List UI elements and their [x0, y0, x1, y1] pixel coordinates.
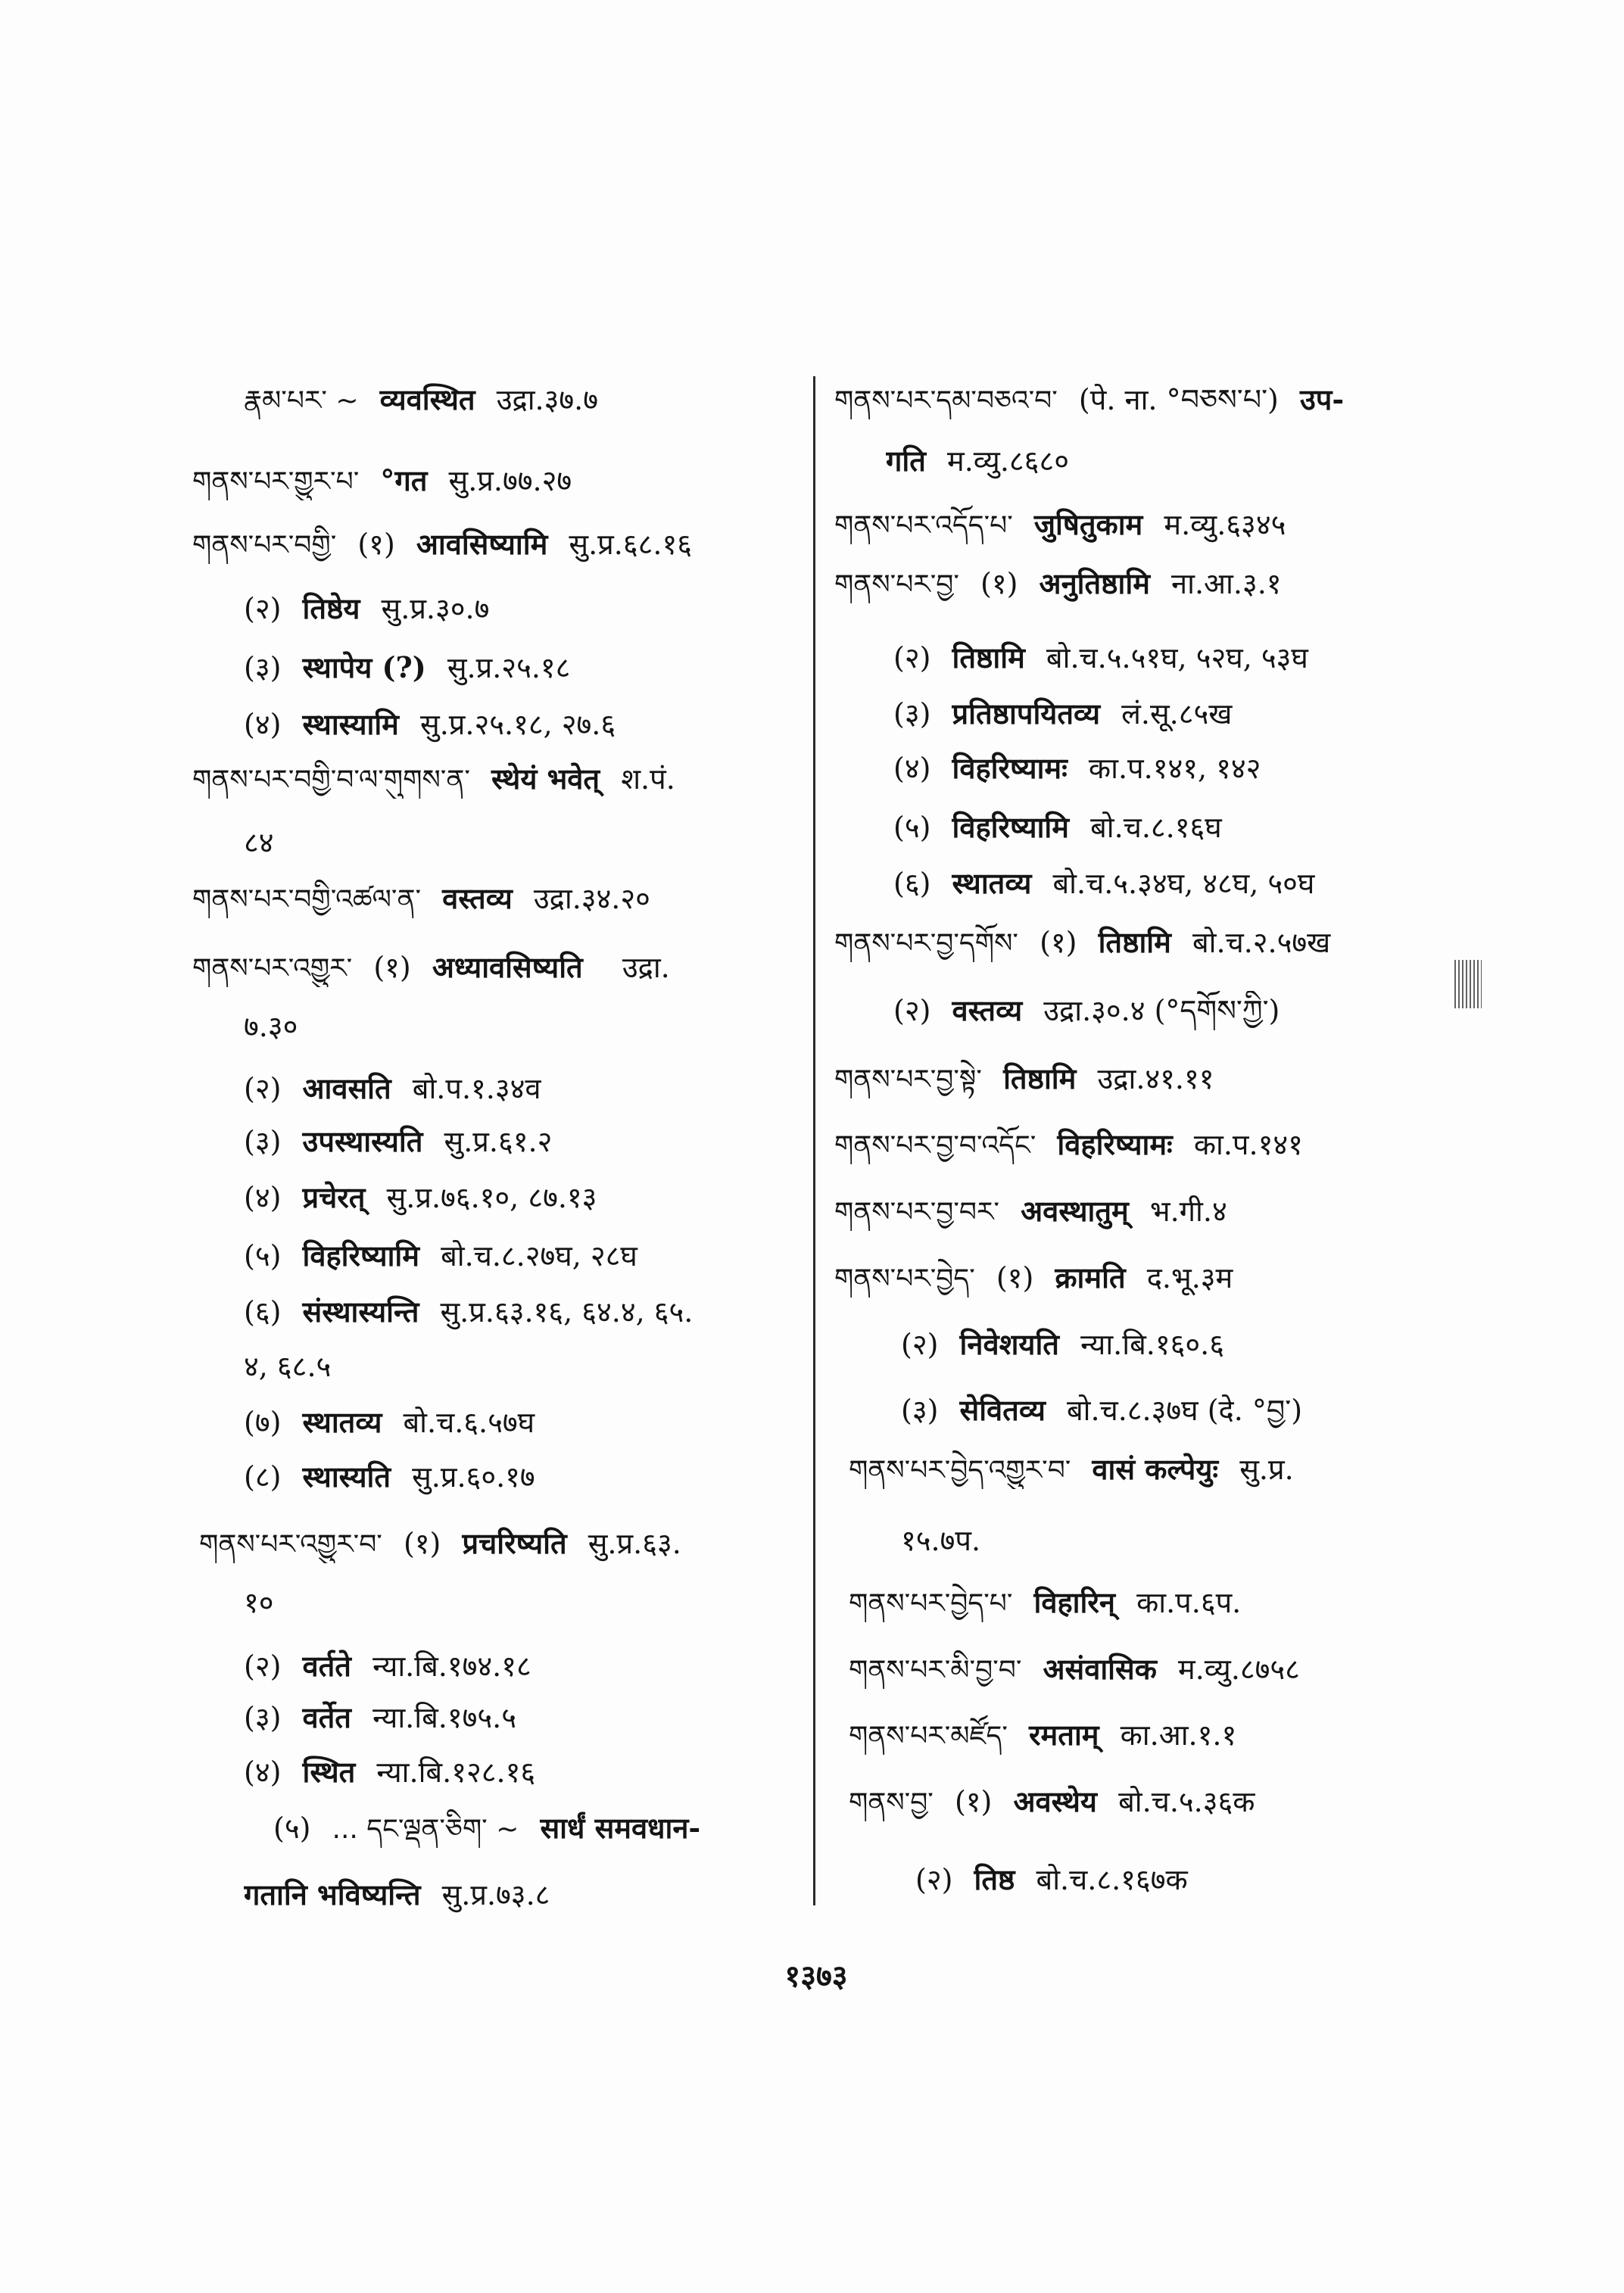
sense-line: [893, 638, 1470, 678]
continuation-line: [886, 441, 1470, 481]
sense-number: (३): [893, 697, 931, 731]
sense-line: [901, 1391, 1470, 1430]
source-reference: उद्रा.४१.११: [1097, 1062, 1214, 1095]
source-reference: बो.च.५.३६क: [1118, 1785, 1255, 1818]
sanskrit-equivalent: अनुतिष्ठामि: [1039, 566, 1150, 600]
entry-line: [834, 1059, 1470, 1098]
sense-line: [893, 749, 1470, 788]
entry-line: [834, 1192, 1470, 1231]
source-reference: उद्रा.३४.२०: [533, 882, 650, 915]
sanskrit-equivalent: निवेशयति: [959, 1327, 1059, 1361]
source-reference: सु.प्र.७७.२७: [448, 464, 572, 497]
sanskrit-equivalent: स्थेयं भवेत्: [491, 762, 600, 796]
sense-number: (६): [893, 867, 931, 900]
continuation-line: [244, 823, 798, 862]
sanskrit-equivalent: स्थापेय (?): [302, 650, 426, 684]
sense-line: [244, 1752, 798, 1792]
entry-line: [192, 759, 798, 799]
tibetan-headword: གནས་པར་བགྱི་འཚལ་ན་: [192, 884, 422, 915]
sanskrit-equivalent: वस्तव्य: [952, 993, 1023, 1027]
tibetan-headword: གནས་པར་བྱ་བར་: [834, 1197, 999, 1228]
source-reference: सु.प्र.२५.१८, २७.६: [420, 708, 616, 741]
source-reference: लं.सू.८५ख: [1121, 697, 1233, 731]
source-reference: सु.प्र.७६.१०, ८७.१३: [386, 1181, 597, 1214]
sanskrit-equivalent: स्थातव्य: [952, 866, 1032, 900]
sense-line: [244, 1178, 798, 1217]
sense-line: [244, 1698, 798, 1737]
sense-number: (२): [244, 1072, 282, 1105]
source-reference: सु.प्र.६३.: [588, 1527, 681, 1560]
sanskrit-equivalent: संस्थास्यन्ति: [302, 1294, 419, 1329]
sanskrit-equivalent: गति: [886, 444, 926, 478]
sense-number: (२): [915, 1863, 953, 1896]
entry-line: [192, 525, 798, 564]
source-reference: बो.च.८.१६७क: [1036, 1863, 1188, 1896]
sanskrit-equivalent: विहरिष्यामः: [952, 751, 1068, 785]
sanskrit-equivalent: आवसति: [302, 1071, 391, 1105]
sense-line: [244, 1122, 798, 1161]
sense-number: (६): [244, 1295, 282, 1329]
sense-line: [244, 1403, 798, 1442]
entry-line: [192, 461, 798, 500]
sanskrit-equivalent: तिष्ठामि: [1003, 1061, 1077, 1095]
sense-number: (७): [244, 1406, 282, 1439]
source-reference: ना.आ.३.१: [1171, 567, 1282, 600]
tibetan-headword: གནས་པར་འགྱུར་: [192, 953, 353, 984]
variant-note: (पे. ना. °བཅས་པ་): [1078, 383, 1279, 416]
sense-number: (४): [893, 752, 931, 785]
source-reference: न्या.बि.१६०.६: [1080, 1328, 1224, 1361]
source-reference: भ.गी.४: [1149, 1195, 1227, 1228]
sense-number: (१): [403, 1527, 441, 1560]
sanskrit-equivalent: विहरिष्यामि: [952, 810, 1069, 844]
sense-number: (३): [901, 1394, 939, 1427]
source-reference: ४, ६८.५: [244, 1350, 332, 1383]
source-reference: न्या.बि.१२८.१६: [376, 1756, 536, 1789]
sanskrit-equivalent: वर्तते: [302, 1649, 351, 1683]
sanskrit-equivalent: स्थास्यामि: [302, 707, 399, 741]
sense-number: (२): [893, 641, 931, 675]
sense-number: (१): [996, 1261, 1034, 1294]
sense-number: (५): [244, 1239, 282, 1273]
sense-line: [244, 648, 798, 687]
sense-line: [244, 705, 798, 744]
tibetan-headword: གནས་པར་བྱ་: [834, 569, 959, 600]
sanskrit-equivalent: स्थातव्य: [302, 1405, 382, 1439]
sense-line: [901, 1325, 1470, 1364]
entry-line: [849, 1450, 1470, 1489]
sense-line: [893, 991, 1470, 1030]
source-reference: ८४: [244, 826, 274, 859]
sanskrit-equivalent: °गत: [380, 463, 428, 497]
source-reference: का.प.१४१: [1193, 1128, 1303, 1161]
source-reference: उद्रा.३०.४: [1043, 994, 1146, 1027]
entry-line: [244, 380, 798, 419]
source-reference: बो.च.८.३७घ: [1066, 1394, 1199, 1427]
sense-number: (२): [901, 1328, 939, 1361]
tibetan-headword: གནས་པར་བྱེད་: [834, 1263, 975, 1294]
sense-number: (३): [244, 1701, 282, 1734]
sense-number: (५): [273, 1812, 311, 1845]
tibetan-headword: གནས་བྱ་: [849, 1787, 934, 1818]
sense-number: (१): [980, 567, 1018, 600]
source-reference: सु.प्र.: [1239, 1453, 1294, 1486]
tibetan-headword: གནས་པར་འདོད་པ་: [834, 510, 1013, 541]
sense-number: (१): [1040, 926, 1077, 959]
sense-line: [244, 1457, 798, 1497]
source-reference: म.व्यु.६३४५: [1164, 508, 1286, 541]
variant-note: (दे. °བྱ་): [1207, 1394, 1303, 1427]
sanskrit-equivalent: उपस्थास्यति: [302, 1124, 423, 1158]
source-reference: म.व्यु.८७५८: [1177, 1653, 1300, 1686]
sense-number: (३): [244, 651, 282, 684]
source-reference: १०: [244, 1586, 274, 1619]
page-number: १३७३: [784, 1958, 848, 1994]
source-reference: बो.च.८.२७घ, २८घ: [441, 1239, 637, 1273]
tibetan-headword: གནས་པར་མི་བྱ་བ་: [849, 1655, 1022, 1686]
source-reference: सु.प्र.३०.७: [381, 592, 490, 625]
sanskrit-equivalent: तिष्ठामि: [1098, 925, 1171, 959]
continuation-line: [244, 1875, 798, 1914]
tibetan-headword: གནས་པར་འགྱུར་བ་: [199, 1529, 382, 1560]
tibetan-headword: གནས་པར་དམ་བཅའ་བ་: [834, 385, 1058, 416]
continuation-line: [244, 1007, 798, 1046]
source-reference: न्या.बि.१७४.१८: [372, 1650, 531, 1683]
tibetan-headword: རྣམ་པར་ ~: [244, 385, 359, 416]
sanskrit-equivalent: वर्तेत: [302, 1700, 351, 1734]
sanskrit-equivalent: तिष्ठामि: [952, 640, 1025, 675]
sanskrit-equivalent: अवस्थेय: [1013, 1784, 1097, 1818]
sanskrit-equivalent: गतानि भविष्यन्ति: [244, 1877, 421, 1911]
tibetan-headword: གནས་པར་བྱེད་པ་: [849, 1588, 1013, 1619]
source-reference: का.प.१४१, १४२: [1088, 752, 1261, 785]
source-reference: उद्रा.: [622, 951, 670, 984]
source-reference: म.व्यु.८६८०: [947, 444, 1069, 478]
continuation-line: [244, 1347, 798, 1386]
source-reference: बो.च.८.१६घ: [1090, 811, 1222, 844]
sanskrit-equivalent: वासं कल्पेयुः: [1092, 1452, 1219, 1486]
entry-line: [834, 564, 1470, 603]
source-reference: श.पं.: [621, 762, 675, 796]
source-reference: न्या.बि.१७५.५: [372, 1701, 516, 1734]
sense-line: [893, 864, 1470, 903]
tibetan-headword: གནས་པར་བགྱི་: [192, 530, 337, 561]
sense-number: (४): [244, 1181, 282, 1214]
sense-line: [244, 1292, 798, 1332]
continuation-line: [244, 1583, 798, 1622]
source-reference: का.आ.१.१: [1120, 1718, 1237, 1752]
entry-line: [192, 879, 798, 918]
entry-line: [849, 1650, 1470, 1689]
tibetan-headword: གནས་པར་བྱེད་འགྱུར་བ་: [849, 1455, 1071, 1486]
source-reference: बो.प.१.३४व: [412, 1072, 541, 1105]
sanskrit-equivalent: असंवासिक: [1043, 1652, 1157, 1686]
sanskrit-equivalent: व्यवस्थित: [379, 382, 475, 416]
tibetan-headword: གནས་པར་བྱ་དགོས་: [834, 928, 1018, 959]
source-reference: सु.प्र.७३.८: [441, 1878, 550, 1911]
source-reference: बो.च.२.५७ख: [1192, 926, 1331, 959]
tibetan-phrase: ... དང་ལྡན་ཅིག་ ~: [332, 1814, 519, 1845]
sanskrit-equivalent: अवस्थातुम्: [1021, 1194, 1129, 1228]
sanskrit-equivalent: सेवितव्य: [959, 1393, 1046, 1427]
sanskrit-equivalent: रमताम्: [1029, 1718, 1099, 1752]
continuation-line: [901, 1521, 1470, 1560]
sense-line: [244, 1236, 798, 1276]
source-reference: सु.प्र.२५.१८: [447, 651, 571, 684]
sense-number: (२): [244, 1650, 282, 1683]
entry-line: [849, 1583, 1470, 1622]
sanskrit-equivalent: क्रामति: [1055, 1260, 1126, 1294]
sense-number: (२): [244, 592, 282, 625]
sense-number: (१): [373, 951, 411, 984]
source-reference: उद्रा.३७.७: [496, 383, 598, 416]
source-reference: १५.७प.: [901, 1524, 981, 1557]
variant-note: (°དགོས་ཀྱི་): [1154, 994, 1280, 1027]
entry-line: [834, 923, 1470, 962]
entry-line: [834, 505, 1470, 544]
tibetan-headword: གནས་པར་གྱུར་པ་: [192, 466, 360, 497]
sense-number: (१): [954, 1785, 993, 1818]
margin-scan-mark: [1454, 960, 1482, 1008]
source-reference: बो.च.५.५१घ, ५२घ, ५३घ: [1046, 641, 1308, 675]
sense-line: [273, 1809, 798, 1848]
sanskrit-equivalent: जुषितुकाम: [1033, 507, 1143, 541]
source-reference: सु.प्र.६८.१६: [569, 528, 692, 561]
sanskrit-equivalent: उप-: [1299, 382, 1345, 416]
entry-line: [834, 1125, 1470, 1164]
sanskrit-equivalent: विहरिष्यामः: [1057, 1127, 1173, 1161]
sense-number: (५): [893, 811, 931, 844]
source-reference: बो.च.६.५७घ: [403, 1406, 535, 1439]
sense-line: [244, 1069, 798, 1108]
entry-line: [199, 1524, 798, 1563]
tibetan-headword: གནས་པར་མཛོད་: [849, 1721, 1008, 1752]
sanskrit-equivalent: अध्यावसिष्यति: [432, 950, 583, 984]
sense-line: [244, 589, 798, 628]
tibetan-headword: གནས་པར་བྱ་སྟེ་: [834, 1064, 982, 1095]
sense-number: (३): [244, 1125, 282, 1158]
sanskrit-equivalent: विहारिन्: [1033, 1585, 1115, 1619]
sense-line: [893, 808, 1470, 847]
sanskrit-equivalent: प्रचेरत्: [302, 1180, 366, 1214]
entry-line: [192, 948, 798, 987]
source-reference: सु.प्र.६०.१७: [412, 1460, 535, 1494]
sense-number: (४): [244, 708, 282, 741]
sanskrit-equivalent: स्थित: [302, 1755, 356, 1789]
source-reference: का.प.६प.: [1136, 1586, 1242, 1619]
entry-line: [849, 1782, 1470, 1821]
column-divider: [813, 376, 815, 1905]
sanskrit-equivalent: प्रचरिष्यति: [462, 1526, 567, 1560]
sanskrit-equivalent: वस्तव्य: [442, 881, 513, 915]
sense-number: (२): [893, 994, 931, 1027]
entry-line: [849, 1715, 1470, 1755]
source-reference: सु.प्र.६१.२: [444, 1125, 553, 1158]
sanskrit-equivalent: सार्धं समवधान-: [540, 1811, 701, 1845]
source-reference: ७.३०: [244, 1010, 298, 1043]
source-reference: सु.प्र.६३.१६, ६४.४, ६५.: [440, 1295, 694, 1329]
sanskrit-equivalent: तिष्ठ: [974, 1862, 1015, 1896]
sanskrit-equivalent: आवसिष्यामि: [416, 527, 548, 561]
source-reference: द.भू.३म: [1146, 1261, 1233, 1294]
sense-line: [915, 1860, 1470, 1899]
tibetan-headword: གནས་པར་བགྱི་བ་ལ་གུགས་ན་: [192, 765, 470, 796]
sense-number: (४): [244, 1756, 282, 1789]
tibetan-headword: གནས་པར་བྱ་བ་འདོང་: [834, 1130, 1036, 1161]
entry-line: [834, 380, 1470, 419]
sanskrit-equivalent: विहरिष्यामि: [302, 1238, 419, 1273]
sense-number: (८): [244, 1460, 282, 1494]
source-reference: बो.च.५.३४घ, ४८घ, ५०घ: [1052, 867, 1315, 900]
sense-line: [893, 694, 1470, 734]
sanskrit-equivalent: स्थास्यति: [302, 1460, 391, 1494]
sanskrit-equivalent: प्रतिष्ठापयितव्य: [952, 696, 1101, 731]
sense-number: (१): [357, 528, 395, 561]
entry-line: [834, 1258, 1470, 1298]
sense-line: [244, 1647, 798, 1686]
sanskrit-equivalent: तिष्ठेय: [302, 591, 360, 625]
